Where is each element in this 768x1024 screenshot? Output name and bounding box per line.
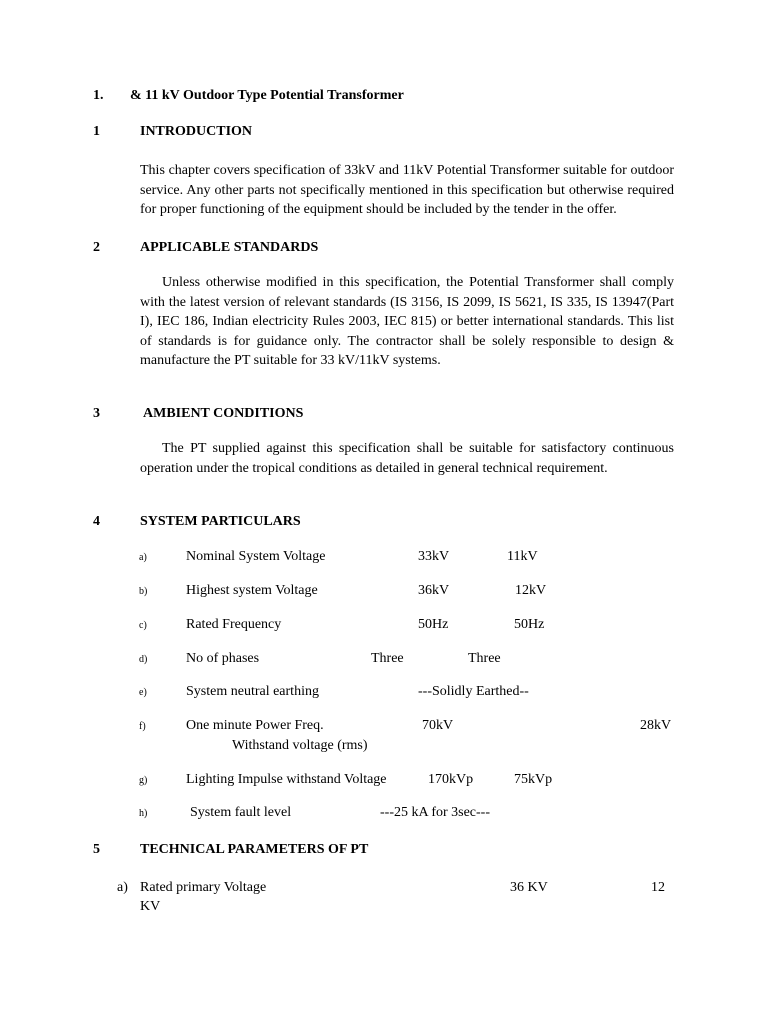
item-label-continued: Withstand voltage (rms) [232, 738, 368, 753]
section-number: 4 [93, 514, 100, 529]
item-letter: h) [139, 808, 148, 819]
item-value-11kv: 75kVp [514, 772, 553, 787]
section-heading-ambient-conditions: AMBIENT CONDITIONS [143, 406, 304, 421]
item-letter: b) [139, 586, 148, 597]
item-value-11kv: 50Hz [514, 617, 545, 632]
item-value-33kv: 33kV [418, 549, 450, 564]
item-label: One minute Power Freq. [186, 718, 324, 733]
section-number: 5 [93, 842, 100, 857]
section-heading-introduction: INTRODUCTION [140, 124, 253, 139]
item-value-33kv: 70kV [422, 718, 454, 733]
item-value-11kv: Three [468, 651, 501, 666]
item-value: ---25 kA for 3sec--- [380, 805, 491, 820]
item-letter: c) [139, 620, 147, 631]
section-number: 1 [93, 124, 100, 139]
item-value-33kv: 50Hz [418, 617, 449, 632]
item-letter: a) [117, 880, 128, 895]
item-label: Highest system Voltage [186, 583, 318, 598]
item-value-33kv: Three [371, 651, 404, 666]
section-number: 3 [93, 406, 100, 421]
item-value-11kv: 12kV [515, 583, 547, 598]
item-label: Rated Frequency [186, 617, 282, 632]
item-letter: d) [139, 654, 148, 665]
applicable-standards-paragraph: Unless otherwise modified in this specification, the Potential Transformer shall comply with the latest version of relevant standards (IS 3156, IS 2099, IS 5621, IS 335, IS 13947(Part I), IEC 186, Indian electricity Rules 2003, IEC 815) or better international standards. This list of standards is for guidance only. The contractor shall be solely responsible to design & manufacture the PT suitable for 33 kV/11kV systems. [140, 275, 674, 368]
item-value-11kv: 12 [651, 880, 665, 895]
item-label: System fault level [190, 805, 292, 820]
item-label: No of phases [186, 651, 260, 666]
item-label: Nominal System Voltage [186, 549, 326, 564]
item-letter: g) [139, 775, 148, 786]
section-heading-applicable-standards: APPLICABLE STANDARDS [140, 240, 319, 255]
introduction-paragraph: This chapter covers specification of 33kV and 11kV Potential Transformer suitable for outdoor service. Any other parts not specifically mentioned in this specification but otherwise required for proper functioning of the equipment should be included by the tender in the offer. [140, 163, 674, 217]
item-value: ---Solidly Earthed-- [418, 684, 529, 699]
item-value-11kv: 28kV [640, 718, 672, 733]
item-value-11kv-unit: KV [140, 899, 161, 914]
section-heading-system-particulars: SYSTEM PARTICULARS [140, 514, 301, 529]
item-value-11kv: 11kV [507, 549, 538, 564]
item-value-33kv: 170kVp [428, 772, 474, 787]
item-label: System neutral earthing [186, 684, 319, 699]
item-value-33kv: 36kV [418, 583, 450, 598]
section-number: 2 [93, 240, 100, 255]
item-letter: f) [139, 721, 146, 732]
item-label: Rated primary Voltage [140, 880, 267, 895]
ambient-conditions-paragraph: The PT supplied against this specification shall be suitable for satisfactory continuous operation under the tropical conditions as detailed in general technical requirement. [140, 441, 674, 476]
item-value-33kv: 36 KV [510, 880, 548, 895]
item-label: Lighting Impulse withstand Voltage [186, 772, 387, 787]
item-letter: a) [139, 552, 147, 563]
item-letter: e) [139, 687, 147, 698]
title-number: 1. [93, 88, 104, 103]
section-heading-technical-parameters: TECHNICAL PARAMETERS OF PT [140, 842, 369, 857]
document-title: & 11 kV Outdoor Type Potential Transformer [130, 88, 404, 103]
